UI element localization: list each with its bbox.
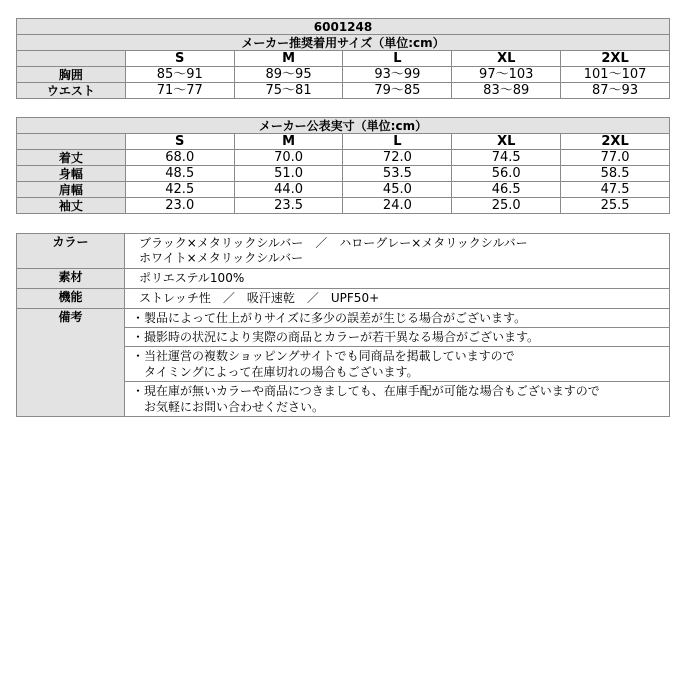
cell-value: 25.0 [452,198,561,214]
corner-cell [17,134,126,150]
note-item [125,382,670,417]
color-row [17,234,670,269]
material-value: ポリエステル100% [125,269,670,289]
size-label: S [125,51,234,67]
cell-value: 25.5 [561,198,670,214]
note-line: お気軽にお問い合わせください。 [132,400,325,414]
row-label: 肩幅 [17,182,126,198]
size-header-row [17,134,670,150]
color-line: ホワイト×メタリックシルバー [139,251,304,265]
size-label: XL [452,51,561,67]
size-label: M [234,51,343,67]
cell-value: 46.5 [452,182,561,198]
cell-value: 77.0 [561,150,670,166]
cell-value: 51.0 [234,166,343,182]
function-label: 機能 [17,289,125,309]
cell-value: 45.0 [343,182,452,198]
size-label: 2XL [561,134,670,150]
cell-value: 74.5 [452,150,561,166]
table-row [17,182,670,198]
product-details-table [16,233,670,417]
actual-measurement-table [16,117,670,214]
material-row [17,269,670,289]
cell-value: 23.0 [125,198,234,214]
note-item [125,328,670,347]
corner-cell [17,51,126,67]
row-label: ウエスト [17,83,126,99]
actual-measurement-title: メーカー公表実寸（単位:cm） [17,118,670,134]
table-row [17,150,670,166]
cell-value: 48.5 [125,166,234,182]
cell-value: 71〜77 [125,83,234,99]
cell-value: 68.0 [125,150,234,166]
note-line: ・現在庫が無いカラーや商品につきましても、在庫手配が可能な場合もございますので [132,384,600,398]
cell-value: 79〜85 [343,83,452,99]
note-line: ・製品によって仕上がりサイズに多少の誤差が生じる場合がございます。 [132,311,527,325]
material-label: 素材 [17,269,125,289]
size-label: L [343,51,452,67]
recommended-size-title: メーカー推奨着用サイズ（単位:cm） [17,35,670,51]
notes-label: 備考 [17,309,125,417]
row-label: 胸囲 [17,67,126,83]
cell-value: 97〜103 [452,67,561,83]
cell-value: 85〜91 [125,67,234,83]
size-label: S [125,134,234,150]
cell-value: 24.0 [343,198,452,214]
cell-value: 56.0 [452,166,561,182]
cell-value: 93〜99 [343,67,452,83]
cell-value: 23.5 [234,198,343,214]
recommended-size-table [16,18,670,99]
note-line: タイミングによって在庫切れの場合もございます。 [132,365,419,379]
cell-value: 87〜93 [561,83,670,99]
row-label: 袖丈 [17,198,126,214]
note-item [125,347,670,382]
function-row [17,289,670,309]
note-line: ・撮影時の状況により実際の商品とカラーが若干異なる場合がございます。 [132,330,540,344]
table-row [17,67,670,83]
table-row [17,83,670,99]
table-row [17,166,670,182]
cell-value: 42.5 [125,182,234,198]
function-value: ストレッチ性 ／ 吸汗速乾 ／ UPF50+ [125,289,670,309]
color-value [125,234,670,269]
cell-value: 83〜89 [452,83,561,99]
note-line: ・当社運営の複数ショッピングサイトでも同商品を掲載していますので [132,349,515,363]
size-label: L [343,134,452,150]
color-line: ブラック×メタリックシルバー ／ ハローグレー×メタリックシルバー [139,236,528,250]
cell-value: 53.5 [343,166,452,182]
size-label: XL [452,134,561,150]
product-code: 6001248 [17,19,670,35]
row-label: 身幅 [17,166,126,182]
cell-value: 44.0 [234,182,343,198]
note-row [17,309,670,328]
cell-value: 70.0 [234,150,343,166]
cell-value: 101〜107 [561,67,670,83]
cell-value: 89〜95 [234,67,343,83]
table-row [17,198,670,214]
size-label: M [234,134,343,150]
cell-value: 47.5 [561,182,670,198]
color-label: カラー [17,234,125,269]
note-item [125,309,670,328]
cell-value: 72.0 [343,150,452,166]
size-header-row [17,51,670,67]
cell-value: 58.5 [561,166,670,182]
size-label: 2XL [561,51,670,67]
cell-value: 75〜81 [234,83,343,99]
row-label: 着丈 [17,150,126,166]
